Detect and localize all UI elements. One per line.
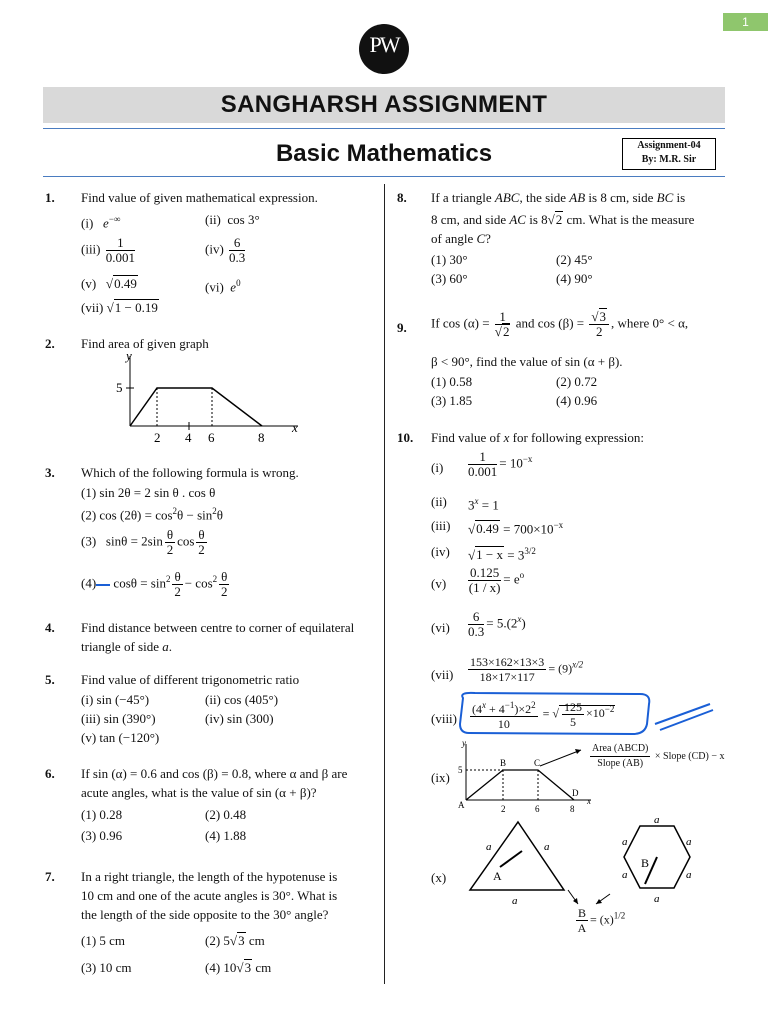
q10-vii-label: (vii) [431, 667, 454, 682]
q10-vi: $\frac{6}{0.3}$ = $5.(2^x)$ [468, 609, 526, 639]
top-rule [43, 128, 725, 129]
q10-text: Find value of x for following expression: [431, 430, 645, 445]
question-8: 8. [397, 190, 407, 205]
q10-i: $\frac{1}{0.001}$ = $10^{-x}$ [468, 449, 533, 479]
q10-ix-graph [456, 738, 596, 816]
q4-text: Find distance between centre to corner of equilateral triangle of side a. [81, 620, 355, 654]
q1-vii: (vii) √1 − 0.19 [81, 300, 158, 315]
svg-text:y: y [462, 738, 466, 748]
question-5: 5. [45, 672, 55, 687]
header-rule [43, 176, 725, 177]
q10-ix-label: (ix) [431, 770, 450, 785]
q10-iv-label: (iv) [431, 544, 450, 559]
x-tick: 6 [208, 430, 215, 445]
svg-text:2: 2 [501, 804, 506, 814]
q10-v: $\frac{0.125}{(1 / x)}$ = $e^o$ [468, 565, 525, 595]
q5-iv: (iv) sin (300) [205, 711, 274, 726]
q10-iii-label: (iii) [431, 518, 451, 533]
svg-text:a: a [622, 869, 628, 881]
svg-text:8: 8 [570, 804, 575, 814]
q8-option-1: (1) 30° [431, 252, 468, 267]
annotation-mark [96, 584, 110, 586]
q1-v: (v) √0.49 [81, 276, 137, 291]
x-axis-label: x [292, 420, 298, 435]
question-7: 7. [45, 869, 55, 884]
q10-viii: $\frac{(4^x + 4^{-1})\times 2^2}{10}$ = √ $\frac{125}{5}$ $\times 10^{-2}$ [472, 700, 615, 731]
y-tick: 5 [116, 380, 123, 395]
q10-vii: $\frac{153\times 162\times 13\times 3}{18\times 17\times 117}$ = $(9)^{x/2}$ [470, 655, 584, 684]
q10-iv: $√1 - x = 3^{3/2}$ [468, 546, 536, 563]
q9-option-4: (4) 0.96 [556, 393, 598, 408]
q3-option-1: (1) sin 2θ = 2 sin θ . cos θ [81, 485, 216, 500]
q8-option-4: (4) 90° [556, 271, 593, 286]
q10-x-ratio: $\frac{B}{A}$ = $(x)^{1/2}$ [577, 906, 626, 935]
q1-iii: (iii) $\frac{1}{0.001}$ [81, 235, 135, 265]
question-2: 2. [45, 336, 55, 351]
question-9: 9. [397, 320, 407, 335]
q10-vi-label: (vi) [431, 620, 450, 635]
pw-logo: PW [359, 24, 409, 74]
q9-option-1: (1) 0.58 [431, 374, 473, 389]
q10-x-label: (x) [431, 870, 447, 885]
q10-ii-label: (ii) [431, 494, 447, 509]
question-4: 4. [45, 620, 55, 635]
q6-text: If sin (α) = 0.6 and cos (β) = 0.8, where α and β are acute angles, what is the value of sin (α + β)? [81, 766, 348, 800]
q10-ix-formula: $\frac{\text{Area (ABCD)}}{\text{Slope (AB)}}$ × Slope (CD) − x [592, 743, 725, 769]
svg-text:6: 6 [535, 804, 540, 814]
q1-vi: (vi) $e^0$ [205, 278, 241, 295]
q3-option-2: (2) $\cos (2\theta) = \cos^2\theta - \sin^2\theta$ [81, 506, 224, 523]
svg-text:a: a [512, 895, 518, 907]
q3-option-4: (4) $\cos\theta = \sin^2$ $\frac{\theta}{2}$ − $\cos^2$ $\frac{\theta}{2}$ [81, 569, 228, 599]
question-3: 3. [45, 465, 55, 480]
page-number: 1 [723, 13, 768, 31]
q6-option-1: (1) 0.28 [81, 807, 123, 822]
svg-text:5: 5 [458, 765, 463, 775]
x-tick: 4 [185, 430, 192, 445]
svg-text:C: C [534, 758, 541, 768]
q5-ii: (ii) cos (405°) [205, 692, 279, 707]
q6-option-3: (3) 0.96 [81, 828, 123, 843]
q5-iii: (iii) sin (390°) [81, 711, 156, 726]
column-divider [384, 184, 385, 984]
subtitle: Basic Mathematics [275, 140, 493, 167]
q1-i: (i) e−∞ [81, 214, 121, 231]
svg-text:a: a [622, 836, 628, 848]
assignment-box: Assignment-04 By: M.R. Sir [622, 138, 716, 170]
svg-text:D: D [572, 788, 579, 798]
q7-option-2: (2) 5√3 cm [205, 933, 265, 948]
q10-iii: $√0.49 = 700\times 10^{-x}$ [468, 520, 564, 537]
svg-text:a: a [686, 836, 692, 848]
svg-text:a: a [544, 841, 550, 853]
svg-text:A: A [458, 800, 465, 810]
q2-graph [110, 350, 310, 450]
q5-text: Find value of different trigonometric ratio [81, 672, 300, 687]
svg-text:B: B [641, 856, 650, 870]
q5-v: (v) tan (−120°) [81, 730, 160, 745]
q1-text: Find value of given mathematical expression. [81, 190, 318, 205]
q1-ii: (ii) cos 3° [205, 212, 260, 227]
svg-text:x: x [587, 796, 591, 806]
q10-i-label: (i) [431, 460, 444, 475]
q6-option-2: (2) 0.48 [205, 807, 247, 822]
q8-option-3: (3) 60° [431, 271, 468, 286]
q7-option-4: (4) 10√3 cm [205, 960, 272, 975]
q7-text: In a right triangle, the length of the hypotenuse is 10 cm and one of the acute angles is 30°. What is the length of the side opposite to the 30° angle? [81, 869, 338, 922]
svg-text:B: B [500, 758, 507, 768]
page-title: SANGHARSH ASSIGNMENT [220, 91, 548, 118]
question-10: 10. [397, 430, 414, 445]
question-1: 1. [45, 190, 55, 205]
q10-viii-label: (viii) [431, 711, 457, 726]
q7-option-1: (1) 5 cm [81, 933, 126, 948]
annotation-circle [455, 690, 725, 740]
q9-text-2: β < 90°, find the value of sin (α + β). [431, 354, 623, 369]
q8-option-2: (2) 45° [556, 252, 593, 267]
title-banner [43, 87, 725, 123]
q7-option-3: (3) 10 cm [81, 960, 132, 975]
q3-text: Which of the following formula is wrong. [81, 465, 299, 480]
svg-text:a: a [486, 841, 492, 853]
y-axis-label: y [126, 350, 132, 363]
q8-text: If a triangle ABC, the side AB is 8 cm, side BC is 8 cm, and side AC is 8√2 cm. What is the measure of angle C? [431, 190, 695, 246]
q2-text: Find area of given graph [81, 336, 209, 351]
svg-text:a: a [654, 893, 660, 905]
svg-text:A: A [493, 869, 502, 883]
q10-v-label: (v) [431, 576, 447, 591]
x-tick: 8 [258, 430, 265, 445]
q9-option-3: (3) 1.85 [431, 393, 473, 408]
q1-iv: (iv) $\frac{6}{0.3}$ [205, 235, 246, 265]
q3-option-3: (3) sinθ = 2sin $\frac{\theta}{2}$ cos $\frac{\theta}{2}$ [81, 527, 205, 557]
x-tick: 2 [154, 430, 161, 445]
q10-ii: $3^x = 1$ [468, 496, 499, 513]
svg-text:a: a [654, 814, 660, 826]
q5-i: (i) sin (−45°) [81, 692, 150, 707]
q9-option-2: (2) 0.72 [556, 374, 598, 389]
svg-text:a: a [686, 869, 692, 881]
q6-option-4: (4) 1.88 [205, 828, 247, 843]
q9-text: If cos (α) = $\frac{1}{√2}$ and cos (β) = $\frac{√3}{2}$ , where 0° < α, [431, 309, 689, 339]
question-6: 6. [45, 766, 55, 781]
